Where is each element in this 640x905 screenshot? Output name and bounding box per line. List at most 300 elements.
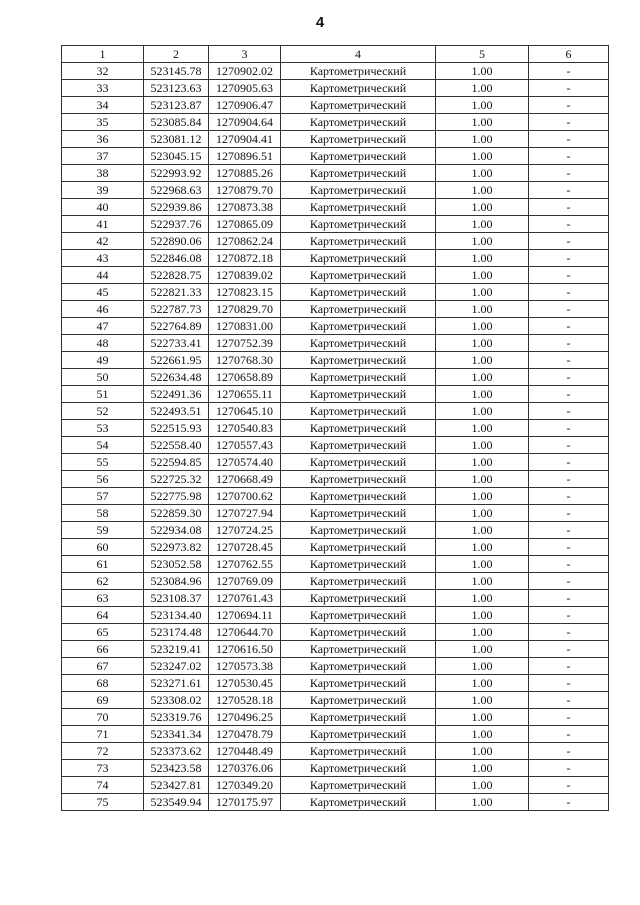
cell-y-coordinate: 1270761.43	[209, 590, 281, 607]
cell-y-coordinate: 1270865.09	[209, 216, 281, 233]
cell-accuracy: 1.00	[436, 148, 529, 165]
cell-accuracy: 1.00	[436, 233, 529, 250]
cell-method: Картометрический	[281, 165, 436, 182]
cell-accuracy: 1.00	[436, 539, 529, 556]
cell-y-coordinate: 1270573.38	[209, 658, 281, 675]
cell-note: -	[529, 369, 609, 386]
cell-note: -	[529, 199, 609, 216]
cell-point-number: 55	[62, 454, 144, 471]
cell-note: -	[529, 301, 609, 318]
cell-note: -	[529, 590, 609, 607]
cell-point-number: 72	[62, 743, 144, 760]
cell-y-coordinate: 1270540.83	[209, 420, 281, 437]
cell-method: Картометрический	[281, 233, 436, 250]
cell-note: -	[529, 233, 609, 250]
table-row	[62, 216, 609, 233]
table-row	[62, 284, 609, 301]
cell-method: Картометрический	[281, 131, 436, 148]
cell-y-coordinate: 1270823.15	[209, 284, 281, 301]
cell-method: Картометрический	[281, 437, 436, 454]
cell-method: Картометрический	[281, 216, 436, 233]
cell-note: -	[529, 352, 609, 369]
cell-accuracy: 1.00	[436, 63, 529, 80]
table-row	[62, 607, 609, 624]
cell-accuracy: 1.00	[436, 165, 529, 182]
cell-y-coordinate: 1270528.18	[209, 692, 281, 709]
cell-note: -	[529, 675, 609, 692]
cell-accuracy: 1.00	[436, 80, 529, 97]
table-row	[62, 199, 609, 216]
cell-point-number: 69	[62, 692, 144, 709]
cell-y-coordinate: 1270448.49	[209, 743, 281, 760]
page-number: 4	[315, 14, 325, 31]
cell-accuracy: 1.00	[436, 267, 529, 284]
table-row	[62, 369, 609, 386]
table-row	[62, 403, 609, 420]
cell-point-number: 39	[62, 182, 144, 199]
cell-point-number: 44	[62, 267, 144, 284]
cell-accuracy: 1.00	[436, 743, 529, 760]
cell-point-number: 74	[62, 777, 144, 794]
cell-y-coordinate: 1270727.94	[209, 505, 281, 522]
cell-y-coordinate: 1270349.20	[209, 777, 281, 794]
cell-x-coordinate: 522661.95	[144, 352, 209, 369]
cell-point-number: 36	[62, 131, 144, 148]
table-row	[62, 267, 609, 284]
table-row	[62, 182, 609, 199]
table-row	[62, 233, 609, 250]
cell-accuracy: 1.00	[436, 624, 529, 641]
cell-accuracy: 1.00	[436, 556, 529, 573]
table-row	[62, 318, 609, 335]
cell-accuracy: 1.00	[436, 573, 529, 590]
cell-point-number: 37	[62, 148, 144, 165]
cell-y-coordinate: 1270904.64	[209, 114, 281, 131]
cell-x-coordinate: 523123.87	[144, 97, 209, 114]
cell-note: -	[529, 505, 609, 522]
cell-x-coordinate: 522939.86	[144, 199, 209, 216]
cell-point-number: 61	[62, 556, 144, 573]
cell-x-coordinate: 522764.89	[144, 318, 209, 335]
table-body	[62, 63, 609, 811]
cell-note: -	[529, 80, 609, 97]
cell-accuracy: 1.00	[436, 709, 529, 726]
cell-note: -	[529, 760, 609, 777]
cell-accuracy: 1.00	[436, 216, 529, 233]
table-row	[62, 352, 609, 369]
cell-point-number: 62	[62, 573, 144, 590]
cell-point-number: 32	[62, 63, 144, 80]
table-row	[62, 505, 609, 522]
cell-note: -	[529, 573, 609, 590]
cell-accuracy: 1.00	[436, 471, 529, 488]
cell-method: Картометрический	[281, 709, 436, 726]
cell-note: -	[529, 471, 609, 488]
cell-accuracy: 1.00	[436, 590, 529, 607]
cell-x-coordinate: 522634.48	[144, 369, 209, 386]
cell-note: -	[529, 250, 609, 267]
cell-accuracy: 1.00	[436, 301, 529, 318]
cell-y-coordinate: 1270902.02	[209, 63, 281, 80]
cell-point-number: 41	[62, 216, 144, 233]
cell-accuracy: 1.00	[436, 97, 529, 114]
cell-y-coordinate: 1270616.50	[209, 641, 281, 658]
cell-method: Картометрический	[281, 352, 436, 369]
cell-x-coordinate: 523085.84	[144, 114, 209, 131]
cell-method: Картометрический	[281, 335, 436, 352]
cell-note: -	[529, 556, 609, 573]
cell-accuracy: 1.00	[436, 641, 529, 658]
cell-x-coordinate: 522493.51	[144, 403, 209, 420]
table-row	[62, 590, 609, 607]
cell-accuracy: 1.00	[436, 454, 529, 471]
cell-point-number: 71	[62, 726, 144, 743]
cell-y-coordinate: 1270831.00	[209, 318, 281, 335]
cell-method: Картометрический	[281, 267, 436, 284]
cell-y-coordinate: 1270655.11	[209, 386, 281, 403]
cell-point-number: 68	[62, 675, 144, 692]
table-row	[62, 488, 609, 505]
cell-y-coordinate: 1270700.62	[209, 488, 281, 505]
cell-y-coordinate: 1270768.30	[209, 352, 281, 369]
cell-point-number: 47	[62, 318, 144, 335]
cell-x-coordinate: 522973.82	[144, 539, 209, 556]
cell-method: Картометрический	[281, 777, 436, 794]
cell-accuracy: 1.00	[436, 726, 529, 743]
table-row	[62, 794, 609, 811]
cell-y-coordinate: 1270728.45	[209, 539, 281, 556]
table-row	[62, 743, 609, 760]
cell-x-coordinate: 523423.58	[144, 760, 209, 777]
table-row	[62, 760, 609, 777]
cell-point-number: 54	[62, 437, 144, 454]
cell-method: Картометрический	[281, 675, 436, 692]
table-row	[62, 148, 609, 165]
table-row	[62, 114, 609, 131]
cell-method: Картометрический	[281, 97, 436, 114]
table-row	[62, 97, 609, 114]
cell-accuracy: 1.00	[436, 199, 529, 216]
cell-x-coordinate: 522968.63	[144, 182, 209, 199]
cell-point-number: 38	[62, 165, 144, 182]
cell-note: -	[529, 437, 609, 454]
table-row	[62, 726, 609, 743]
cell-y-coordinate: 1270530.45	[209, 675, 281, 692]
cell-method: Картометрический	[281, 301, 436, 318]
cell-accuracy: 1.00	[436, 692, 529, 709]
cell-point-number: 58	[62, 505, 144, 522]
cell-point-number: 34	[62, 97, 144, 114]
cell-y-coordinate: 1270906.47	[209, 97, 281, 114]
cell-x-coordinate: 523308.02	[144, 692, 209, 709]
cell-point-number: 48	[62, 335, 144, 352]
cell-x-coordinate: 522733.41	[144, 335, 209, 352]
cell-note: -	[529, 777, 609, 794]
cell-method: Картометрический	[281, 743, 436, 760]
cell-note: -	[529, 403, 609, 420]
cell-y-coordinate: 1270644.70	[209, 624, 281, 641]
cell-accuracy: 1.00	[436, 522, 529, 539]
table-row	[62, 131, 609, 148]
column-header-5: 5	[436, 46, 529, 63]
cell-accuracy: 1.00	[436, 403, 529, 420]
cell-note: -	[529, 148, 609, 165]
header-row	[62, 46, 609, 63]
table-row	[62, 437, 609, 454]
cell-method: Картометрический	[281, 692, 436, 709]
cell-x-coordinate: 523219.41	[144, 641, 209, 658]
cell-x-coordinate: 522890.06	[144, 233, 209, 250]
cell-method: Картометрический	[281, 471, 436, 488]
cell-accuracy: 1.00	[436, 335, 529, 352]
cell-note: -	[529, 658, 609, 675]
cell-note: -	[529, 709, 609, 726]
cell-method: Картометрический	[281, 284, 436, 301]
cell-accuracy: 1.00	[436, 131, 529, 148]
cell-x-coordinate: 523052.58	[144, 556, 209, 573]
table-row	[62, 301, 609, 318]
cell-note: -	[529, 794, 609, 811]
cell-method: Картометрический	[281, 624, 436, 641]
cell-point-number: 43	[62, 250, 144, 267]
cell-method: Картометрический	[281, 369, 436, 386]
cell-x-coordinate: 523081.12	[144, 131, 209, 148]
cell-accuracy: 1.00	[436, 420, 529, 437]
cell-method: Картометрический	[281, 794, 436, 811]
cell-accuracy: 1.00	[436, 369, 529, 386]
cell-y-coordinate: 1270896.51	[209, 148, 281, 165]
cell-method: Картометрический	[281, 454, 436, 471]
cell-x-coordinate: 522725.32	[144, 471, 209, 488]
table-row	[62, 692, 609, 709]
cell-x-coordinate: 522787.73	[144, 301, 209, 318]
cell-note: -	[529, 624, 609, 641]
cell-accuracy: 1.00	[436, 386, 529, 403]
cell-x-coordinate: 522993.92	[144, 165, 209, 182]
cell-y-coordinate: 1270904.41	[209, 131, 281, 148]
cell-note: -	[529, 114, 609, 131]
table-row	[62, 709, 609, 726]
cell-method: Картометрический	[281, 148, 436, 165]
cell-note: -	[529, 743, 609, 760]
cell-note: -	[529, 726, 609, 743]
cell-point-number: 63	[62, 590, 144, 607]
cell-method: Картометрический	[281, 250, 436, 267]
cell-method: Картометрический	[281, 386, 436, 403]
cell-note: -	[529, 216, 609, 233]
table-row	[62, 624, 609, 641]
cell-point-number: 56	[62, 471, 144, 488]
cell-y-coordinate: 1270376.06	[209, 760, 281, 777]
cell-y-coordinate: 1270175.97	[209, 794, 281, 811]
cell-y-coordinate: 1270752.39	[209, 335, 281, 352]
cell-y-coordinate: 1270762.55	[209, 556, 281, 573]
cell-y-coordinate: 1270724.25	[209, 522, 281, 539]
table-row	[62, 454, 609, 471]
cell-x-coordinate: 523271.61	[144, 675, 209, 692]
cell-method: Картометрический	[281, 590, 436, 607]
table-row	[62, 556, 609, 573]
cell-point-number: 40	[62, 199, 144, 216]
cell-y-coordinate: 1270668.49	[209, 471, 281, 488]
cell-method: Картометрический	[281, 658, 436, 675]
cell-note: -	[529, 692, 609, 709]
cell-point-number: 35	[62, 114, 144, 131]
cell-point-number: 70	[62, 709, 144, 726]
cell-y-coordinate: 1270829.70	[209, 301, 281, 318]
cell-y-coordinate: 1270905.63	[209, 80, 281, 97]
cell-point-number: 66	[62, 641, 144, 658]
cell-method: Картометрический	[281, 556, 436, 573]
cell-note: -	[529, 63, 609, 80]
table-row	[62, 63, 609, 80]
table-row	[62, 675, 609, 692]
cell-point-number: 46	[62, 301, 144, 318]
cell-method: Картометрический	[281, 573, 436, 590]
cell-method: Картометрический	[281, 607, 436, 624]
cell-x-coordinate: 523341.34	[144, 726, 209, 743]
column-header-1: 1	[62, 46, 144, 63]
table-row	[62, 80, 609, 97]
cell-x-coordinate: 523427.81	[144, 777, 209, 794]
cell-note: -	[529, 165, 609, 182]
cell-point-number: 73	[62, 760, 144, 777]
cell-accuracy: 1.00	[436, 777, 529, 794]
cell-y-coordinate: 1270873.38	[209, 199, 281, 216]
cell-x-coordinate: 522828.75	[144, 267, 209, 284]
cell-y-coordinate: 1270574.40	[209, 454, 281, 471]
cell-accuracy: 1.00	[436, 505, 529, 522]
cell-y-coordinate: 1270839.02	[209, 267, 281, 284]
cell-accuracy: 1.00	[436, 318, 529, 335]
table-row	[62, 539, 609, 556]
cell-point-number: 51	[62, 386, 144, 403]
cell-y-coordinate: 1270769.09	[209, 573, 281, 590]
cell-y-coordinate: 1270645.10	[209, 403, 281, 420]
cell-method: Картометрический	[281, 726, 436, 743]
cell-note: -	[529, 488, 609, 505]
cell-note: -	[529, 454, 609, 471]
cell-x-coordinate: 522934.08	[144, 522, 209, 539]
cell-note: -	[529, 284, 609, 301]
table-row	[62, 165, 609, 182]
cell-x-coordinate: 522859.30	[144, 505, 209, 522]
cell-accuracy: 1.00	[436, 250, 529, 267]
table-row	[62, 641, 609, 658]
table-row	[62, 420, 609, 437]
table-row	[62, 386, 609, 403]
cell-point-number: 45	[62, 284, 144, 301]
cell-note: -	[529, 131, 609, 148]
cell-note: -	[529, 318, 609, 335]
cell-x-coordinate: 523373.62	[144, 743, 209, 760]
cell-x-coordinate: 522937.76	[144, 216, 209, 233]
cell-y-coordinate: 1270694.11	[209, 607, 281, 624]
cell-accuracy: 1.00	[436, 114, 529, 131]
cell-x-coordinate: 522775.98	[144, 488, 209, 505]
table-row	[62, 522, 609, 539]
cell-x-coordinate: 522491.36	[144, 386, 209, 403]
cell-method: Картометрический	[281, 760, 436, 777]
cell-y-coordinate: 1270885.26	[209, 165, 281, 182]
cell-accuracy: 1.00	[436, 658, 529, 675]
table-row	[62, 250, 609, 267]
cell-point-number: 59	[62, 522, 144, 539]
cell-point-number: 33	[62, 80, 144, 97]
table-row	[62, 335, 609, 352]
cell-point-number: 60	[62, 539, 144, 556]
cell-y-coordinate: 1270872.18	[209, 250, 281, 267]
cell-y-coordinate: 1270496.25	[209, 709, 281, 726]
column-header-6: 6	[529, 46, 609, 63]
cell-note: -	[529, 335, 609, 352]
cell-x-coordinate: 522558.40	[144, 437, 209, 454]
cell-method: Картометрический	[281, 114, 436, 131]
cell-note: -	[529, 607, 609, 624]
cell-x-coordinate: 522846.08	[144, 250, 209, 267]
cell-y-coordinate: 1270862.24	[209, 233, 281, 250]
cell-note: -	[529, 97, 609, 114]
cell-x-coordinate: 523145.78	[144, 63, 209, 80]
column-header-4: 4	[281, 46, 436, 63]
cell-accuracy: 1.00	[436, 607, 529, 624]
cell-y-coordinate: 1270478.79	[209, 726, 281, 743]
cell-point-number: 65	[62, 624, 144, 641]
cell-method: Картометрический	[281, 505, 436, 522]
table-row	[62, 573, 609, 590]
cell-x-coordinate: 523084.96	[144, 573, 209, 590]
cell-accuracy: 1.00	[436, 488, 529, 505]
column-header-2: 2	[144, 46, 209, 63]
cell-method: Картометрический	[281, 182, 436, 199]
cell-note: -	[529, 539, 609, 556]
cell-method: Картометрический	[281, 522, 436, 539]
cell-accuracy: 1.00	[436, 794, 529, 811]
cell-x-coordinate: 522594.85	[144, 454, 209, 471]
cell-method: Картометрический	[281, 403, 436, 420]
cell-x-coordinate: 523174.48	[144, 624, 209, 641]
cell-accuracy: 1.00	[436, 437, 529, 454]
cell-x-coordinate: 523045.15	[144, 148, 209, 165]
cell-accuracy: 1.00	[436, 284, 529, 301]
table-row	[62, 471, 609, 488]
cell-x-coordinate: 522821.33	[144, 284, 209, 301]
column-header-3: 3	[209, 46, 281, 63]
table-header	[62, 46, 609, 63]
cell-note: -	[529, 522, 609, 539]
cell-method: Картометрический	[281, 488, 436, 505]
cell-point-number: 64	[62, 607, 144, 624]
cell-x-coordinate: 523319.76	[144, 709, 209, 726]
cell-point-number: 67	[62, 658, 144, 675]
cell-accuracy: 1.00	[436, 182, 529, 199]
cell-method: Картометрический	[281, 199, 436, 216]
cell-x-coordinate: 523123.63	[144, 80, 209, 97]
cell-method: Картометрический	[281, 63, 436, 80]
cell-x-coordinate: 522515.93	[144, 420, 209, 437]
cell-point-number: 42	[62, 233, 144, 250]
cell-point-number: 53	[62, 420, 144, 437]
cell-accuracy: 1.00	[436, 352, 529, 369]
cell-x-coordinate: 523247.02	[144, 658, 209, 675]
cell-note: -	[529, 386, 609, 403]
cell-x-coordinate: 523134.40	[144, 607, 209, 624]
coordinates-table	[61, 45, 609, 811]
cell-note: -	[529, 420, 609, 437]
cell-point-number: 50	[62, 369, 144, 386]
table-row	[62, 658, 609, 675]
cell-note: -	[529, 182, 609, 199]
